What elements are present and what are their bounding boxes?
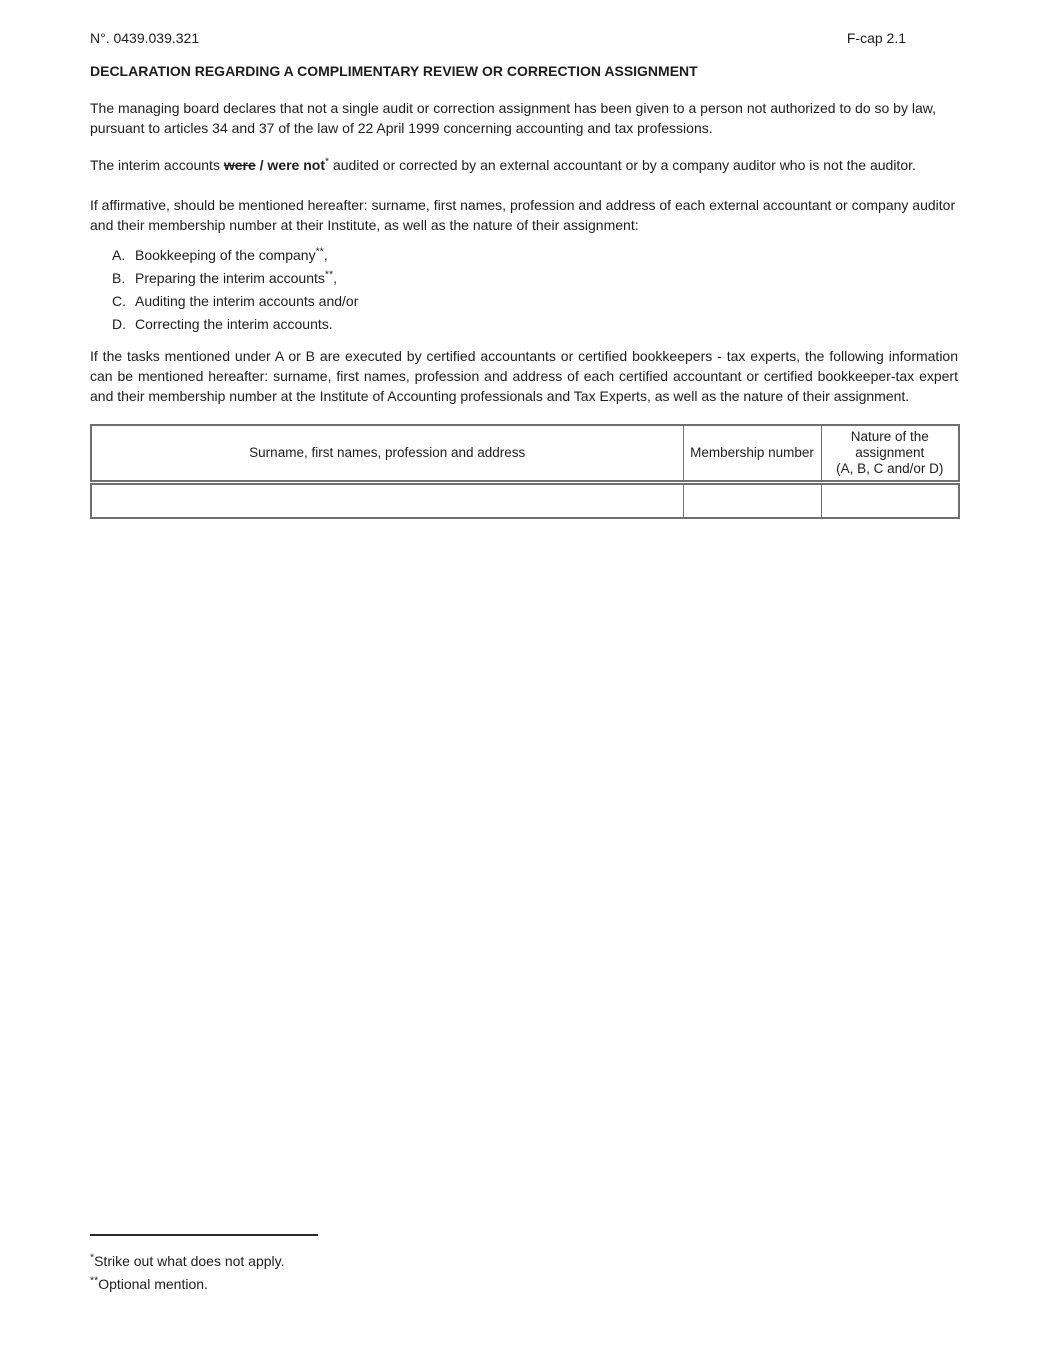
list-item-a-marker: ** — [315, 245, 324, 258]
p2-kept-option: / were not — [255, 157, 325, 173]
list-item-c-letter: C. — [112, 293, 126, 309]
paragraph-interim-accounts — [90, 155, 958, 175]
document-header — [90, 28, 958, 48]
footnote-optional-mention-text: Optional mention. — [98, 1276, 208, 1292]
list-item-d — [90, 313, 958, 336]
table-header-row — [91, 425, 959, 483]
footnotes — [90, 1234, 318, 1296]
page-title: DECLARATION REGARDING A COMPLIMENTARY REVIEW OR CORRECTION ASSIGNMENT — [90, 63, 698, 79]
cell-surname — [91, 483, 683, 519]
cell-nature — [821, 483, 959, 519]
accountants-table — [90, 424, 960, 519]
col-header-surname: Surname, first names, profession and address — [91, 425, 683, 483]
p2-footnote-marker: * — [325, 155, 330, 168]
col-header-membership-number: Membership number — [683, 425, 821, 483]
col-header-nature-line2: assignment — [855, 445, 925, 460]
accountants-table-body — [91, 483, 959, 519]
assignment-type-list — [90, 244, 958, 336]
list-item-a-text: Bookkeeping of the company — [135, 247, 316, 263]
list-item-b-text: Preparing the interim accounts — [135, 270, 325, 286]
col-header-nature-line1: Nature of the — [850, 429, 929, 444]
list-item-b — [90, 267, 958, 290]
footnote-strike-out-marker: * — [90, 1251, 95, 1264]
p2-struck-option: were — [223, 157, 256, 173]
col-header-nature-line3: (A, B, C and/or D) — [836, 461, 944, 476]
list-item-a-letter: A. — [112, 247, 126, 263]
list-item-b-letter: B. — [112, 270, 126, 286]
list-item-d-text: Correcting the interim accounts. — [135, 316, 333, 332]
col-header-nature — [821, 425, 959, 483]
form-code: F-cap 2.1 — [846, 30, 906, 46]
document-number: N°. 0439.039.321 — [90, 30, 200, 46]
paragraph-certified-accountants: If the tasks mentioned under A or B are executed by certified accountants or certified bookkeepers - tax experts, the following information can be mentioned hereafter: surname, first names, profession and address of each certified accountant or certified bookkeeper-tax expert and their membership number at the Institute of Accounting professionals and Tax Experts, as well as the nature of their assignment. — [90, 348, 958, 404]
p2-prefix: The interim accounts — [90, 157, 224, 173]
cell-membership-number — [683, 483, 821, 519]
list-item-d-letter: D. — [112, 316, 126, 332]
list-item-c-text: Auditing the interim accounts and/or — [135, 293, 359, 309]
table-row — [91, 483, 959, 519]
list-item-b-marker: ** — [324, 268, 334, 281]
list-item-b-tail: , — [333, 270, 337, 286]
list-item-c — [90, 290, 958, 313]
footnote-separator-rule — [90, 1234, 318, 1236]
footnote-optional-mention — [90, 1273, 318, 1296]
document-content — [0, 0, 1055, 519]
list-item-a — [90, 244, 958, 267]
footnote-optional-mention-marker: ** — [90, 1274, 99, 1287]
p2-suffix: audited or corrected by an external accountant or by a company auditor who is not the auditor. — [329, 157, 916, 173]
footnote-strike-out-text: Strike out what does not apply. — [94, 1253, 285, 1269]
accountants-table-header — [91, 425, 959, 483]
paragraph-declaration: The managing board declares that not a single audit or correction assignment has been given to a person not authorized to do so by law, pursuant to articles 34 and 37 of the law of 22 April 1999 concerning accounting and tax professions. — [90, 100, 936, 136]
list-item-a-tail: , — [323, 247, 328, 263]
footnote-strike-out — [90, 1250, 318, 1273]
paragraph-if-affirmative: If affirmative, should be mentioned hereafter: surname, first names, profession and address of each external accountant or company auditor and their membership number at their Institute, as well as the nature of their assignment: — [90, 197, 956, 233]
